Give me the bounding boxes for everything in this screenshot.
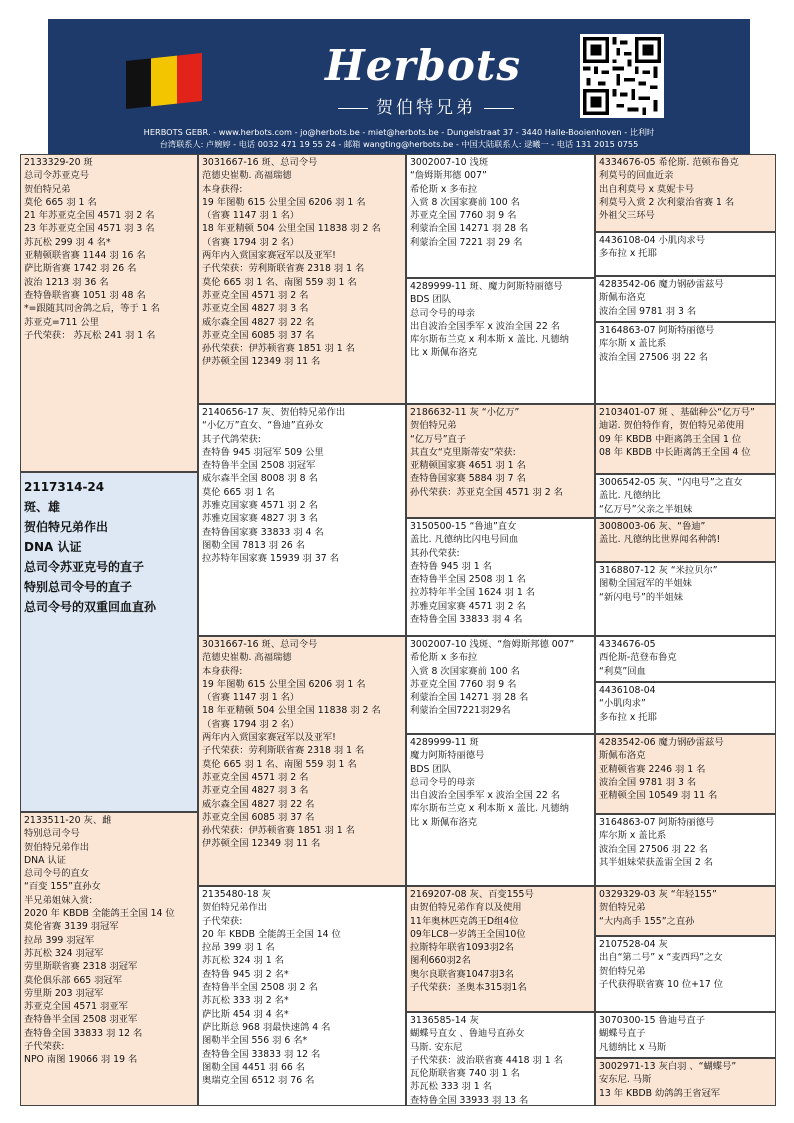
cell-line: 苏亚克全国 4571 羽 2 名 [202,289,309,301]
cell-line: 波治 1213 羽 36 名 [24,276,109,288]
pedigree-cell [595,886,776,936]
cell-line: 3006542-05 灰、“闪电号”之直女 [599,477,743,488]
cell-line: 子代荣获: [202,915,243,927]
cell-line: 凡德纳比 x 马斯 [599,1041,667,1053]
cell-line: 苏瓦松 333 羽 1 名 [410,1081,492,1093]
cell-line: 苏瓦松 324 羽冠军 [24,947,104,959]
cell-line: 劳里斯联省赛 2318 羽冠军 [24,961,138,973]
pedigree-cell [198,886,406,1106]
cell-line: 贺伯特兄弟作出 [24,520,109,534]
cell-line: 子代荣获：劳利斯联省赛 2318 羽 1 名 [202,263,365,275]
pedigree-cell [595,1012,776,1058]
cell-line: 波治全国 27506 羽 22 名 [599,843,709,855]
cell-line: DNA 认证 [24,854,67,866]
pedigree-cell [595,518,776,562]
contact-line-belgium: HERBOTS GEBR. - www.herbots.com - jo@herbots.be - miet@herbots.be - Dungelstraat 37 - 3440 Halle-Booienhoven - 比利时 [143,127,655,137]
cell-line: 总司令号的直女 [24,868,90,880]
cell-line: 图勒全国冠军的半姐妹 [599,578,692,590]
cell-line: 2133511-20 灰、雌 [24,815,112,826]
cell-line: “大内高手 155”之直孙 [599,915,695,927]
cell-line: 查特鲁全国 33933 羽 13 名 [410,1094,529,1106]
cell-line: 本身获得: [202,183,243,195]
qr-code-icon [580,34,664,118]
cell-line: 苏瓦松 299 羽 4 名* [24,236,111,248]
cell-line: 苏亚克全国 6085 羽 37 名 [202,811,315,823]
cell-line: 多布拉 x 托耶 [599,248,657,260]
cell-line: BDS 团队 [410,763,451,775]
cell-line: 孙代荣获：伊苏顿省赛 1851 羽 1 名 [202,825,355,837]
cell-line: 利蒙治全国7221羽29名 [410,705,511,717]
cell-line: 利蒙治全国 14271 羽 28 名 [410,692,529,704]
cell-line: （省赛 1147 羽 1 名） [202,692,300,704]
cell-line: “亿万号”父亲之半姐妹 [599,503,693,515]
cell-line: 盖比. 凡德纳比 [599,490,661,502]
cell-line: “新闪电号”的半姐妹 [599,591,684,603]
cell-line: 查特鲁国家赛 33833 羽 4 名 [202,526,324,538]
cell-line: 3002971-13 灰白羽 、“蝴蝶号” [599,1061,737,1072]
cell-line: BDS 团队 [410,294,451,306]
pedigree-cell [406,734,595,886]
cell-line: 3031667-16 斑、总司令号 [202,639,318,650]
cell-line: 2117314-24 [24,480,105,494]
cell-line: 斯佩布洛克 [599,750,646,762]
cell-line: 23 年苏亚克全国 4571 羽 3 名 [24,223,155,235]
cell-line: 亚精顿省赛 2246 羽 1 名 [599,763,706,775]
pedigree-cell [406,636,595,734]
cell-line: 迪诺. 贺伯特作育，贺伯特兄弟使用 [599,420,745,432]
cell-line: 范德史崔勒. 高福瑞德 [202,170,292,182]
cell-line: 图利660羽2名 [410,955,471,967]
cell-line: 两年内入赏国家赛冠军以及亚军! [202,250,336,262]
cell-line: 2103401-07 斑 、基础种公“亿万号” [599,407,755,418]
cell-line: 查特鲁半全国 2508 羽冠军 [202,460,316,472]
cell-line: 拉斯特年联省1093羽2名 [410,942,514,954]
cell-line: 蝴蝶号直女 、鲁迪号直孙女 [410,1028,525,1040]
cell-line: 20 年 KBDB 全能鸽王全国 14 位 [202,928,341,940]
pedigree-cell [595,682,776,734]
cell-line: 库尔斯布兰克 x 利本斯 x 盖比. 凡德纳 [410,803,569,815]
flag-stripe-black [126,58,151,109]
cell-line: 3150500-15 “鲁迪”直女 [410,521,517,532]
cell-line: 3168807-12 灰 “米拉贝尔” [599,565,718,576]
cell-line: “亿万号”直子 [410,433,467,445]
cell-line: 苏亚克全国 4827 羽 3 名 [202,785,309,797]
cell-line: DNA 认证 [24,540,82,554]
cell-line: （省赛 1794 羽 2 名） [202,718,300,730]
cell-line: 其半姐妹荣获盖雷全国 2 名 [599,856,714,868]
pedigree-cell [406,154,595,278]
cell-line: 莫伦省赛 3139 羽冠军 [24,921,119,933]
cell-line: 图勒全国 4451 羽 66 名 [202,1061,306,1073]
cell-line: 贺伯特兄弟作出 [24,841,90,853]
cell-line: 查特鲁全国 33833 羽 12 名 [24,1027,143,1039]
cell-line: 亚精顿联省赛 1144 羽 16 名 [24,250,146,262]
cell-line: 莫伦 665 羽 1 名、南图 559 羽 1 名 [202,758,357,770]
cell-line: 其孙代荣获: [410,547,460,559]
pedigree-cell [595,404,776,474]
cell-line: 出自“第二号” x “麦西玛”之女 [599,952,723,964]
cell-line: 总司令苏亚克号的直子 [24,560,145,574]
cell-line: 希伦斯 x 多布拉 [410,183,478,195]
pedigree-cell [595,562,776,636]
cell-line: 19 年图勒 615 公里全国 6206 羽 1 名 [202,196,366,208]
cell-line: 4334676-05 [599,639,656,650]
flag-stripe-red [177,53,202,104]
cell-line: 比 x 斯佩布洛克 [410,816,478,828]
cell-line: 苏亚克全国 7760 羽 9 名 [410,678,517,690]
cell-line: “百变 155”直孙女 [24,881,101,893]
cell-line: 波治全国 9781 羽 3 名 [599,305,697,317]
cell-line: 由贺伯特兄弟作育以及使用 [410,902,522,914]
cell-line: 总司令号的母亲 [410,307,476,319]
cell-line: 2133329-20 斑 [24,157,93,168]
cell-line: 08 年 KBDB 中长距离鸽王全国 4 位 [599,446,751,458]
cell-line: 利蒙治全国 14271 羽 28 名 [410,223,529,235]
cell-line: 库尔斯 x 盖比系 [599,338,667,350]
pedigree-cell [198,636,406,886]
cell-line: 苏亚克全国 7760 羽 9 名 [410,210,517,222]
cell-line: 查特鲁半全国 2508 羽 1 名 [410,574,526,586]
cell-line: 萨比斯省赛 1742 羽 26 名 [24,263,137,275]
pedigree-cell [406,518,595,636]
cell-line: 总司令号的双重回血直孙 [24,600,157,614]
cell-line: 图勒半全国 556 羽 6 名* [202,1035,308,1047]
cell-line: 拉苏特年半全国 1624 羽 1 名 [410,587,536,599]
cell-line: 苏雅克国家赛 4827 羽 3 名 [202,513,318,525]
pedigree-cell [20,154,198,472]
cell-line: 2140656-17 灰、贺伯特兄弟作出 [202,407,346,418]
cell-line: 入赏 8 次国家赛前 100 名 [410,196,520,208]
pedigree-cell [595,154,776,232]
pedigree-cell [406,886,595,1012]
cell-line: *=跟随其同舍鸽之后，等于 1 名 [24,303,160,315]
cell-line: 半兄弟姐妹入赏: [24,894,93,906]
cell-line: 查特鲁半全国 2508 羽 2 名 [202,982,318,994]
cell-line: 出自波治全国季军 x 波治全国 22 名 [410,790,561,802]
cell-line: 伊苏顿全国 12349 羽 11 名 [202,356,321,368]
main-pigeon-cell [20,472,198,812]
cell-line: 奥瑞克全国 6512 羽 76 名 [202,1075,315,1087]
cell-line: 斑、雄 [24,500,61,514]
pedigree-cell [406,404,595,518]
cell-line: 总司令苏亚克号 [24,170,90,182]
cell-line: 09 年 KBDB 中距离鸽王全国 1 位 [599,433,742,445]
cell-line: 入赏 8 次国家赛前 100 名 [410,665,520,677]
cell-line: 4289999-11 斑 [410,737,479,748]
cell-line: 贺伯特兄弟作出 [202,902,268,914]
cell-line: 利蒙治全国 7221 羽 29 名 [410,236,523,248]
cell-line: 蝴蝶号直子 [599,1028,646,1040]
belgian-flag-icon [126,53,202,109]
cell-line: 3008003-06 灰、“鲁迪” [599,521,706,532]
pedigree-cell [20,812,198,1106]
cell-line: 查特鲁全国 33833 羽 4 名 [410,614,523,626]
cell-line: 特别总司令号的直子 [24,580,133,594]
cell-line: 莫伦 665 羽 1 名 [202,486,275,498]
cell-line: “利莫”回血 [599,665,646,677]
cell-line: 子代荣获：劳利斯联省赛 2318 羽 1 名 [202,745,365,757]
cell-line: 苏亚克全国 4571 羽亚军 [24,1001,128,1013]
cell-line: 子代荣获：波治联省赛 4418 羽 1 名 [410,1054,563,1066]
cell-line: 拉昂 399 羽冠军 [24,934,95,946]
cell-line: 苏亚克全国 4571 羽 2 名 [202,771,309,783]
cell-line: 瓦伦斯联省赛 740 羽 1 名 [410,1068,520,1080]
cell-line: 查特鲁 945 羽 1 名 [410,560,492,572]
cell-line: 2169207-08 灰、百变155号 [410,889,534,900]
pedigree-cell [595,636,776,682]
pedigree-cell [595,276,776,322]
cell-line: 萨比斯总 968 羽最快速鸽 4 名 [202,1021,331,1033]
cell-line: 莫伦 665 羽 1 名、南图 559 羽 1 名 [202,276,357,288]
cell-line: 利莫号的回血近亲 [599,170,674,182]
cell-line: “小肌肉求” [599,698,646,710]
cell-line: 4334676-05 希伦斯. 范顿布鲁克 [599,157,739,168]
cell-line: 苏雅克国家赛 4571 羽 2 名 [410,600,526,612]
cell-line: 3164863-07 阿斯特丽德号 [599,325,715,336]
cell-line: 2135480-18 灰 [202,889,271,900]
cell-line: 亚精顿全国 10549 羽 11 名 [599,790,718,802]
cell-line: 图勒全国 7813 羽 26 名 [202,539,306,551]
cell-line: 13 年 KBDB 幼鸽鸽王省冠军 [599,1087,721,1099]
contact-line-asia: 台湾联系人: 卢婉婷 - 电话 0032 471 19 55 24 - 邮箱 wangting@herbots.be - 中国大陆联系人: 逯曦一 - 电话 131 2015 0755 [159,139,639,149]
cell-line: 盖比. 凡德纳比闪电号回血 [410,534,519,546]
pedigree-cell [198,154,406,404]
cell-line: 本身获得: [202,665,243,677]
cell-line: 范德史崔勒. 高福瑞德 [202,652,292,664]
cell-line: 查特鲁全国 33833 羽 12 名 [202,1048,321,1060]
cell-line: 子代荣获：圣奥本315羽1名 [410,982,527,994]
cell-line: 2186632-11 灰 “小亿万” [410,407,520,418]
cell-line: 苏亚克全国 6085 羽 37 名 [202,329,315,341]
cell-line: 21 年苏亚克全国 4571 羽 2 名 [24,210,155,222]
cell-line: 奥尔良联省赛1047羽3名 [410,968,514,980]
cell-line: 斯佩布洛克 [599,292,646,304]
pedigree-cell [595,936,776,1012]
cell-line: 出自波治全国季军 x 波治全国 22 名 [410,320,561,332]
cell-line: 3136585-14 灰 [410,1015,479,1026]
pedigree-cell [595,814,776,886]
cell-line: 波治全国 9781 羽 3 名 [599,776,697,788]
cell-line: 3164863-07 阿斯特丽德号 [599,817,715,828]
cell-line: 3002007-10 浅斑 [410,157,489,168]
cell-line: 查特鲁半全国 2508 羽亚军 [24,1014,138,1026]
cell-line: 苏亚克=711 公里 [24,316,99,328]
cell-line: 比 x 斯佩布洛克 [410,347,478,359]
cell-line: 19 年图勒 615 公里全国 6206 羽 1 名 [202,678,366,690]
cell-line: 盖比. 凡德纳比世界闻名种鸽! [599,534,721,546]
cell-line: 4283542-06 魔力钢砂雷兹号 [599,737,724,748]
cell-line: 2020 年 KBDB 全能鸽王全国 14 位 [24,908,175,920]
cell-line: 伊苏顿全国 12349 羽 11 名 [202,838,321,850]
cell-line: 外祖父三环号 [599,210,655,222]
cell-line: 苏雅克国家赛 4571 羽 2 名 [202,500,318,512]
cell-line: 两年内入赏国家赛冠军以及亚军! [202,732,336,744]
pedigree-cell [595,232,776,276]
cell-line: （省赛 1794 羽 2 名） [202,236,300,248]
cell-line: 苏瓦松 333 羽 2 名* [202,995,289,1007]
cell-line: 拉昂 399 羽 1 名 [202,942,275,954]
cell-line: 3070300-15 鲁迪号直子 [599,1015,706,1026]
cell-line: 马斯. 安东尼 [410,1041,463,1053]
cell-line: （省赛 1147 羽 1 名） [202,210,300,222]
cell-line: 魔力阿斯特丽德号 [410,750,485,762]
cell-line: 拉苏特年国家赛 15939 羽 37 名 [202,553,339,565]
cell-line: 子代荣获： 苏瓦松 241 羽 1 名 [24,329,156,341]
cell-line: 库尔斯 x 盖比系 [599,830,667,842]
cell-line: 09年LC8一岁鸽王全国10位 [410,928,526,940]
logo-subtitle: 贺伯特兄弟 [306,93,546,118]
cell-line: 4436108-04 [599,685,656,696]
pedigree-cell [595,734,776,814]
cell-line: 希伦斯 x 多布拉 [410,652,478,664]
cell-line: 4436108-04 小肌肉求号 [599,235,706,246]
cell-line: 子代获得联省赛 10 位+17 位 [599,978,723,990]
cell-line: 查特鲁联省赛 1051 羽 48 名 [24,289,146,301]
cell-line: 多布拉 x 托耶 [599,711,657,723]
cell-line: 4283542-06 魔力钢砂雷兹号 [599,279,724,290]
pedigree-cell [198,404,406,636]
cell-line: 亚精顿国家赛 4651 羽 1 名 [410,460,526,472]
cell-line: 总司令号的母亲 [410,776,476,788]
cell-line: 特别总司令号 [24,828,80,840]
cell-line: 萨比斯 454 羽 4 名* [202,1008,289,1020]
cell-line: 安东尼. 马斯 [599,1074,652,1086]
cell-line: 4289999-11 斑、魔力阿斯特丽德号 [410,281,563,292]
pedigree-cell [595,1058,776,1106]
cell-line: 孙代荣获：苏亚克全国 4571 羽 2 名 [410,486,563,498]
cell-line: 威尔森全国 4827 羽 22 名 [202,798,315,810]
pedigree-cell [595,322,776,404]
logo-text: Herbots [325,41,521,90]
cell-line: 出自利莫号 x 莫妮卡号 [599,183,695,195]
cell-line: 贺伯特兄弟 [410,420,457,432]
cell-line: 查特鲁 945 羽 2 名* [202,968,289,980]
cell-line: 威尔森半全国 8008 羽 8 名 [202,473,318,485]
cell-line: 波治全国 27506 羽 22 名 [599,351,709,363]
cell-line: 查特鲁 945 羽冠军 509 公里 [202,446,324,458]
pedigree-cell [406,278,595,404]
cell-line: 苏亚克全国 4827 羽 3 名 [202,303,309,315]
cell-line: 查特鲁国家赛 5884 羽 7 名 [410,473,526,485]
cell-line: 贺伯特兄弟 [24,183,71,195]
cell-line: 子代荣获: [24,1041,65,1053]
cell-line: 孙代荣获：伊苏顿省赛 1851 羽 1 名 [202,343,355,355]
cell-line: 威尔森全国 4827 羽 22 名 [202,316,315,328]
pedigree-cell [406,1012,595,1106]
cell-line: 0329329-03 灰 “年轻155” [599,889,717,900]
cell-line: 贺伯特兄弟 [599,965,646,977]
cell-line: 贺伯特兄弟 [599,902,646,914]
cell-line: 其子代鸽荣获: [202,433,261,445]
cell-line: 莫伦 665 羽 1 名 [24,196,97,208]
flag-stripe-yellow [151,56,176,107]
pedigree-cell [595,474,776,518]
cell-line: 3031667-16 斑、总司令号 [202,157,318,168]
cell-line: 11年奥林匹克鸽王D组4位 [410,915,519,927]
cell-line: 2107528-04 灰 [599,939,668,950]
cell-line: 库尔斯布兰克 x 利本斯 x 盖比. 凡德纳 [410,334,569,346]
cell-line: 西伦斯-范登布鲁克 [599,652,677,664]
cell-line: 苏瓦松 324 羽 1 名 [202,955,284,967]
cell-line: 莫伦俱乐部 665 羽冠军 [24,974,123,986]
cell-line: “小亿万”直女、“鲁迪”直孙女 [202,420,324,432]
cell-line: 18 年亚精顿 504 公里全国 11838 羽 2 名 [202,705,381,717]
cell-line: 劳里斯 203 羽冠军 [24,987,104,999]
cell-line: 利莫号入赏 2 次利蒙治省赛 1 名 [599,196,735,208]
cell-line: 18 年亚精顿 504 公里全国 11838 羽 2 名 [202,223,381,235]
header-banner [48,19,750,154]
cell-line: 3002007-10 浅斑、“詹姆斯邦德 007” [410,639,575,650]
cell-line: NPO 南图 19066 羽 19 名 [24,1054,138,1066]
cell-line: “詹姆斯邦德 007” [410,170,487,182]
cell-line: 其直女“克里斯蒂安”荣获: [410,446,516,458]
